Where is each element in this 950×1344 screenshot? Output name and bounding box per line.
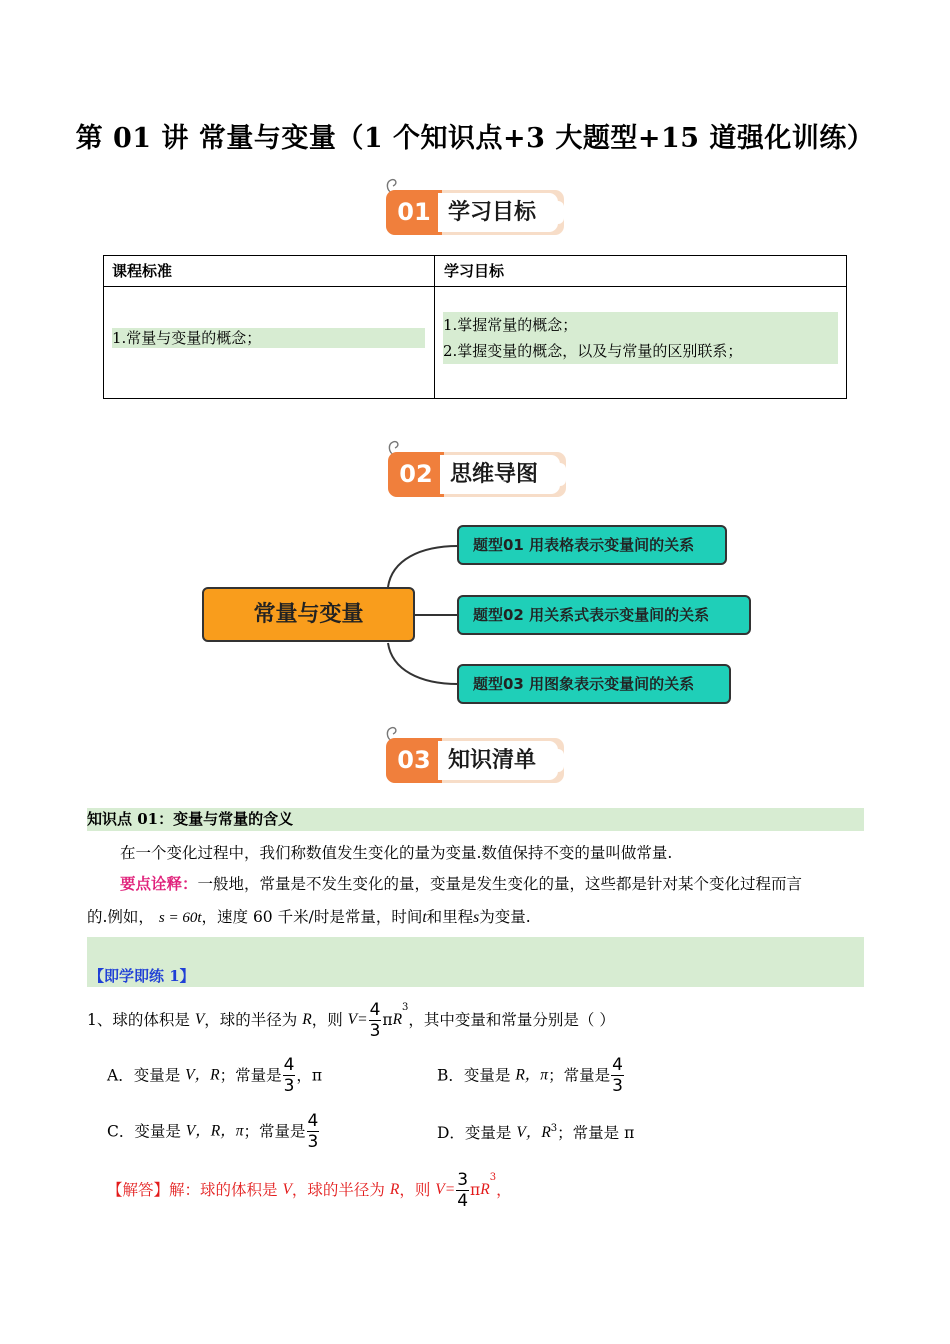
- option-b[interactable]: B．变量是 R，π；常量是 $\frac{4}{3}$: [437, 1055, 623, 1096]
- pi-symbol: π: [382, 1011, 393, 1029]
- option-d[interactable]: D．变量是 V，$R^3$；常量是 π: [437, 1122, 635, 1142]
- mindmap-branch-3: 题型03 用图象表示变量间的关系: [457, 664, 731, 704]
- section-number: 01: [386, 190, 442, 235]
- fraction-4-3: $\frac{4}{3}$: [307, 1111, 319, 1152]
- example-line: [87, 902, 864, 933]
- option-a[interactable]: A．变量是 V，R；常量是 $\frac{4}{3}$ ，π: [107, 1055, 323, 1096]
- section-badge-mindmap: [386, 440, 570, 498]
- var-r-cubed: R: [392, 1011, 403, 1028]
- exponent: 3: [402, 1002, 409, 1013]
- example-formula: s = 60t: [158, 910, 202, 926]
- question-text: ，其中变量和常量分别是（ ）: [408, 1011, 615, 1029]
- answer-line: 【解答】解：球的体积是 V，球的半径为 R，则 V= $\frac{3}{4}$ $\pi R^3$，: [107, 1169, 512, 1211]
- fraction-4-3: $\frac{4}{3}$: [369, 999, 381, 1041]
- question-text: ，则: [311, 1011, 348, 1029]
- page-title: 第 01 讲 常量与变量（1 个知识点+3 大题型+15 道强化训练）: [75, 123, 875, 154]
- var-r: R: [302, 1011, 312, 1028]
- section-badge-knowledge: [384, 726, 568, 784]
- section-label: 思维导图: [440, 455, 560, 494]
- section-number: 02: [388, 452, 444, 497]
- fraction-4-3: $\frac{4}{3}$: [612, 1055, 623, 1096]
- knowledge-point-title: 知识点 01：变量与常量的含义: [87, 808, 864, 831]
- section-badge-goals: [384, 178, 568, 236]
- example-and: 和里程: [426, 908, 474, 926]
- var-v: V: [194, 1011, 205, 1028]
- learning-goal-item: 2.掌握变量的概念，以及与常量的区别联系；: [443, 342, 743, 360]
- note-text: 一般地，常量是不发生变化的量，变量是发生变化的量，这些都是针对某个变化过程而言: [197, 875, 803, 893]
- section-number: 03: [386, 738, 442, 783]
- mindmap-branch-2: 题型02 用关系式表示变量间的关系: [457, 595, 751, 635]
- question-text: 球的体积是: [112, 1011, 195, 1029]
- question-text: ，球的半径为: [204, 1011, 303, 1029]
- goals-table: [103, 255, 847, 399]
- col-header-goals: 学习目标: [444, 262, 505, 280]
- mindmap-center-node: 常量与变量: [202, 587, 415, 642]
- course-standard-text: 1.常量与变量的概念；: [112, 328, 425, 348]
- mindmap-branch-1: 题型01 用表格表示变量间的关系: [457, 525, 727, 565]
- note-line: [120, 869, 864, 899]
- practice-header: 【即学即练 1】: [89, 967, 195, 985]
- example-prefix: 的.例如，: [87, 908, 154, 926]
- fraction-3-4: $\frac{3}{4}$: [457, 1169, 469, 1211]
- question-1: [87, 998, 864, 1041]
- answer-label: 【解答】: [107, 1181, 170, 1199]
- equation-lhs: V=: [347, 1011, 368, 1028]
- section-label: 知识清单: [438, 741, 558, 780]
- definition-text: 在一个变化过程中，我们称数值发生变化的量为变量.数值保持不变的量叫做常量.: [120, 844, 673, 862]
- question-number: 1、: [87, 1011, 113, 1029]
- learning-goal-item: 1.掌握常量的概念；: [443, 316, 578, 334]
- example-end: 为变量.: [479, 908, 531, 926]
- col-header-standard: 课程标准: [112, 262, 173, 280]
- learning-goals-list: [443, 312, 838, 364]
- fraction-4-3: $\frac{4}{3}$: [283, 1055, 295, 1096]
- option-c[interactable]: C．变量是 V，R，π；常量是 $\frac{4}{3}$: [107, 1111, 319, 1152]
- practice-header-bar: [87, 937, 864, 987]
- example-mid: ，速度 60 千米/时是常量，时间: [201, 908, 423, 926]
- var-s: s: [473, 909, 480, 926]
- section-label: 学习目标: [438, 193, 558, 232]
- note-label: 要点诠释：: [120, 874, 198, 893]
- var-t: t: [422, 909, 427, 926]
